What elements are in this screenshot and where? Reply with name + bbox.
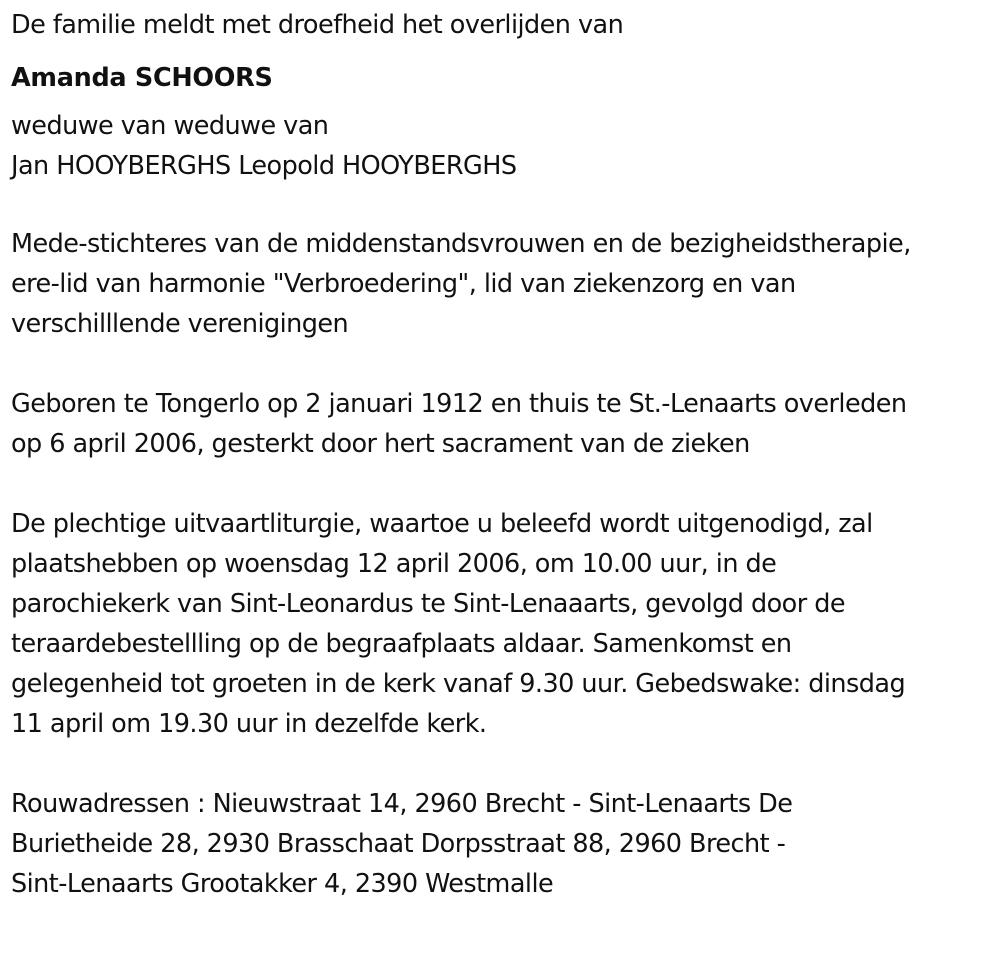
biography-line: ere-lid van harmonie "Verbroedering", lid van ziekenzorg en van: [11, 269, 796, 299]
funeral-line: 11 april om 19.30 uur in dezelfde kerk.: [11, 709, 487, 739]
funeral-paragraph: [11, 504, 996, 744]
birth-death-paragraph: [11, 384, 996, 464]
intro-text: De familie meldt met droefheid het overlijden van: [11, 10, 624, 40]
funeral-line: teraardebestellling op de begraafplaats aldaar. Samenkomst en: [11, 629, 792, 659]
relation-text: weduwe van weduwe van: [11, 111, 329, 141]
funeral-line: plaatshebben op woensdag 12 april 2006, om 10.00 uur, in de: [11, 549, 777, 579]
address-line: Rouwadressen : Nieuwstraat 14, 2960 Brecht - Sint-Lenaarts De: [11, 789, 793, 819]
address-line: Sint-Lenaarts Grootakker 4, 2390 Westmalle: [11, 869, 554, 899]
deceased-name: Amanda SCHOORS: [11, 63, 273, 93]
address-line: Burietheide 28, 2930 Brasschaat Dorpsstraat 88, 2960 Brecht -: [11, 829, 786, 859]
funeral-line: parochiekerk van Sint-Leonardus te Sint-Lenaaarts, gevolgd door de: [11, 589, 846, 619]
biography-line: verschilllende verenigingen: [11, 309, 349, 339]
funeral-line: De plechtige uitvaartliturgie, waartoe u beleefd wordt uitgenodigd, zal: [11, 509, 873, 539]
birth-death-line: Geboren te Tongerlo op 2 januari 1912 en thuis te St.-Lenaarts overleden: [11, 389, 907, 419]
birth-death-line: op 6 april 2006, gesterkt door hert sacrament van de zieken: [11, 429, 750, 459]
death-notice: [11, 5, 996, 904]
address-paragraph: [11, 784, 996, 904]
funeral-line: gelegenheid tot groeten in de kerk vanaf 9.30 uur. Gebedswake: dinsdag: [11, 669, 906, 699]
biography-paragraph: [11, 224, 996, 344]
biography-line: Mede-stichteres van de middenstandsvrouwen en de bezigheidstherapie,: [11, 229, 911, 259]
spouses-text: Jan HOOYBERGHS Leopold HOOYBERGHS: [11, 151, 517, 181]
